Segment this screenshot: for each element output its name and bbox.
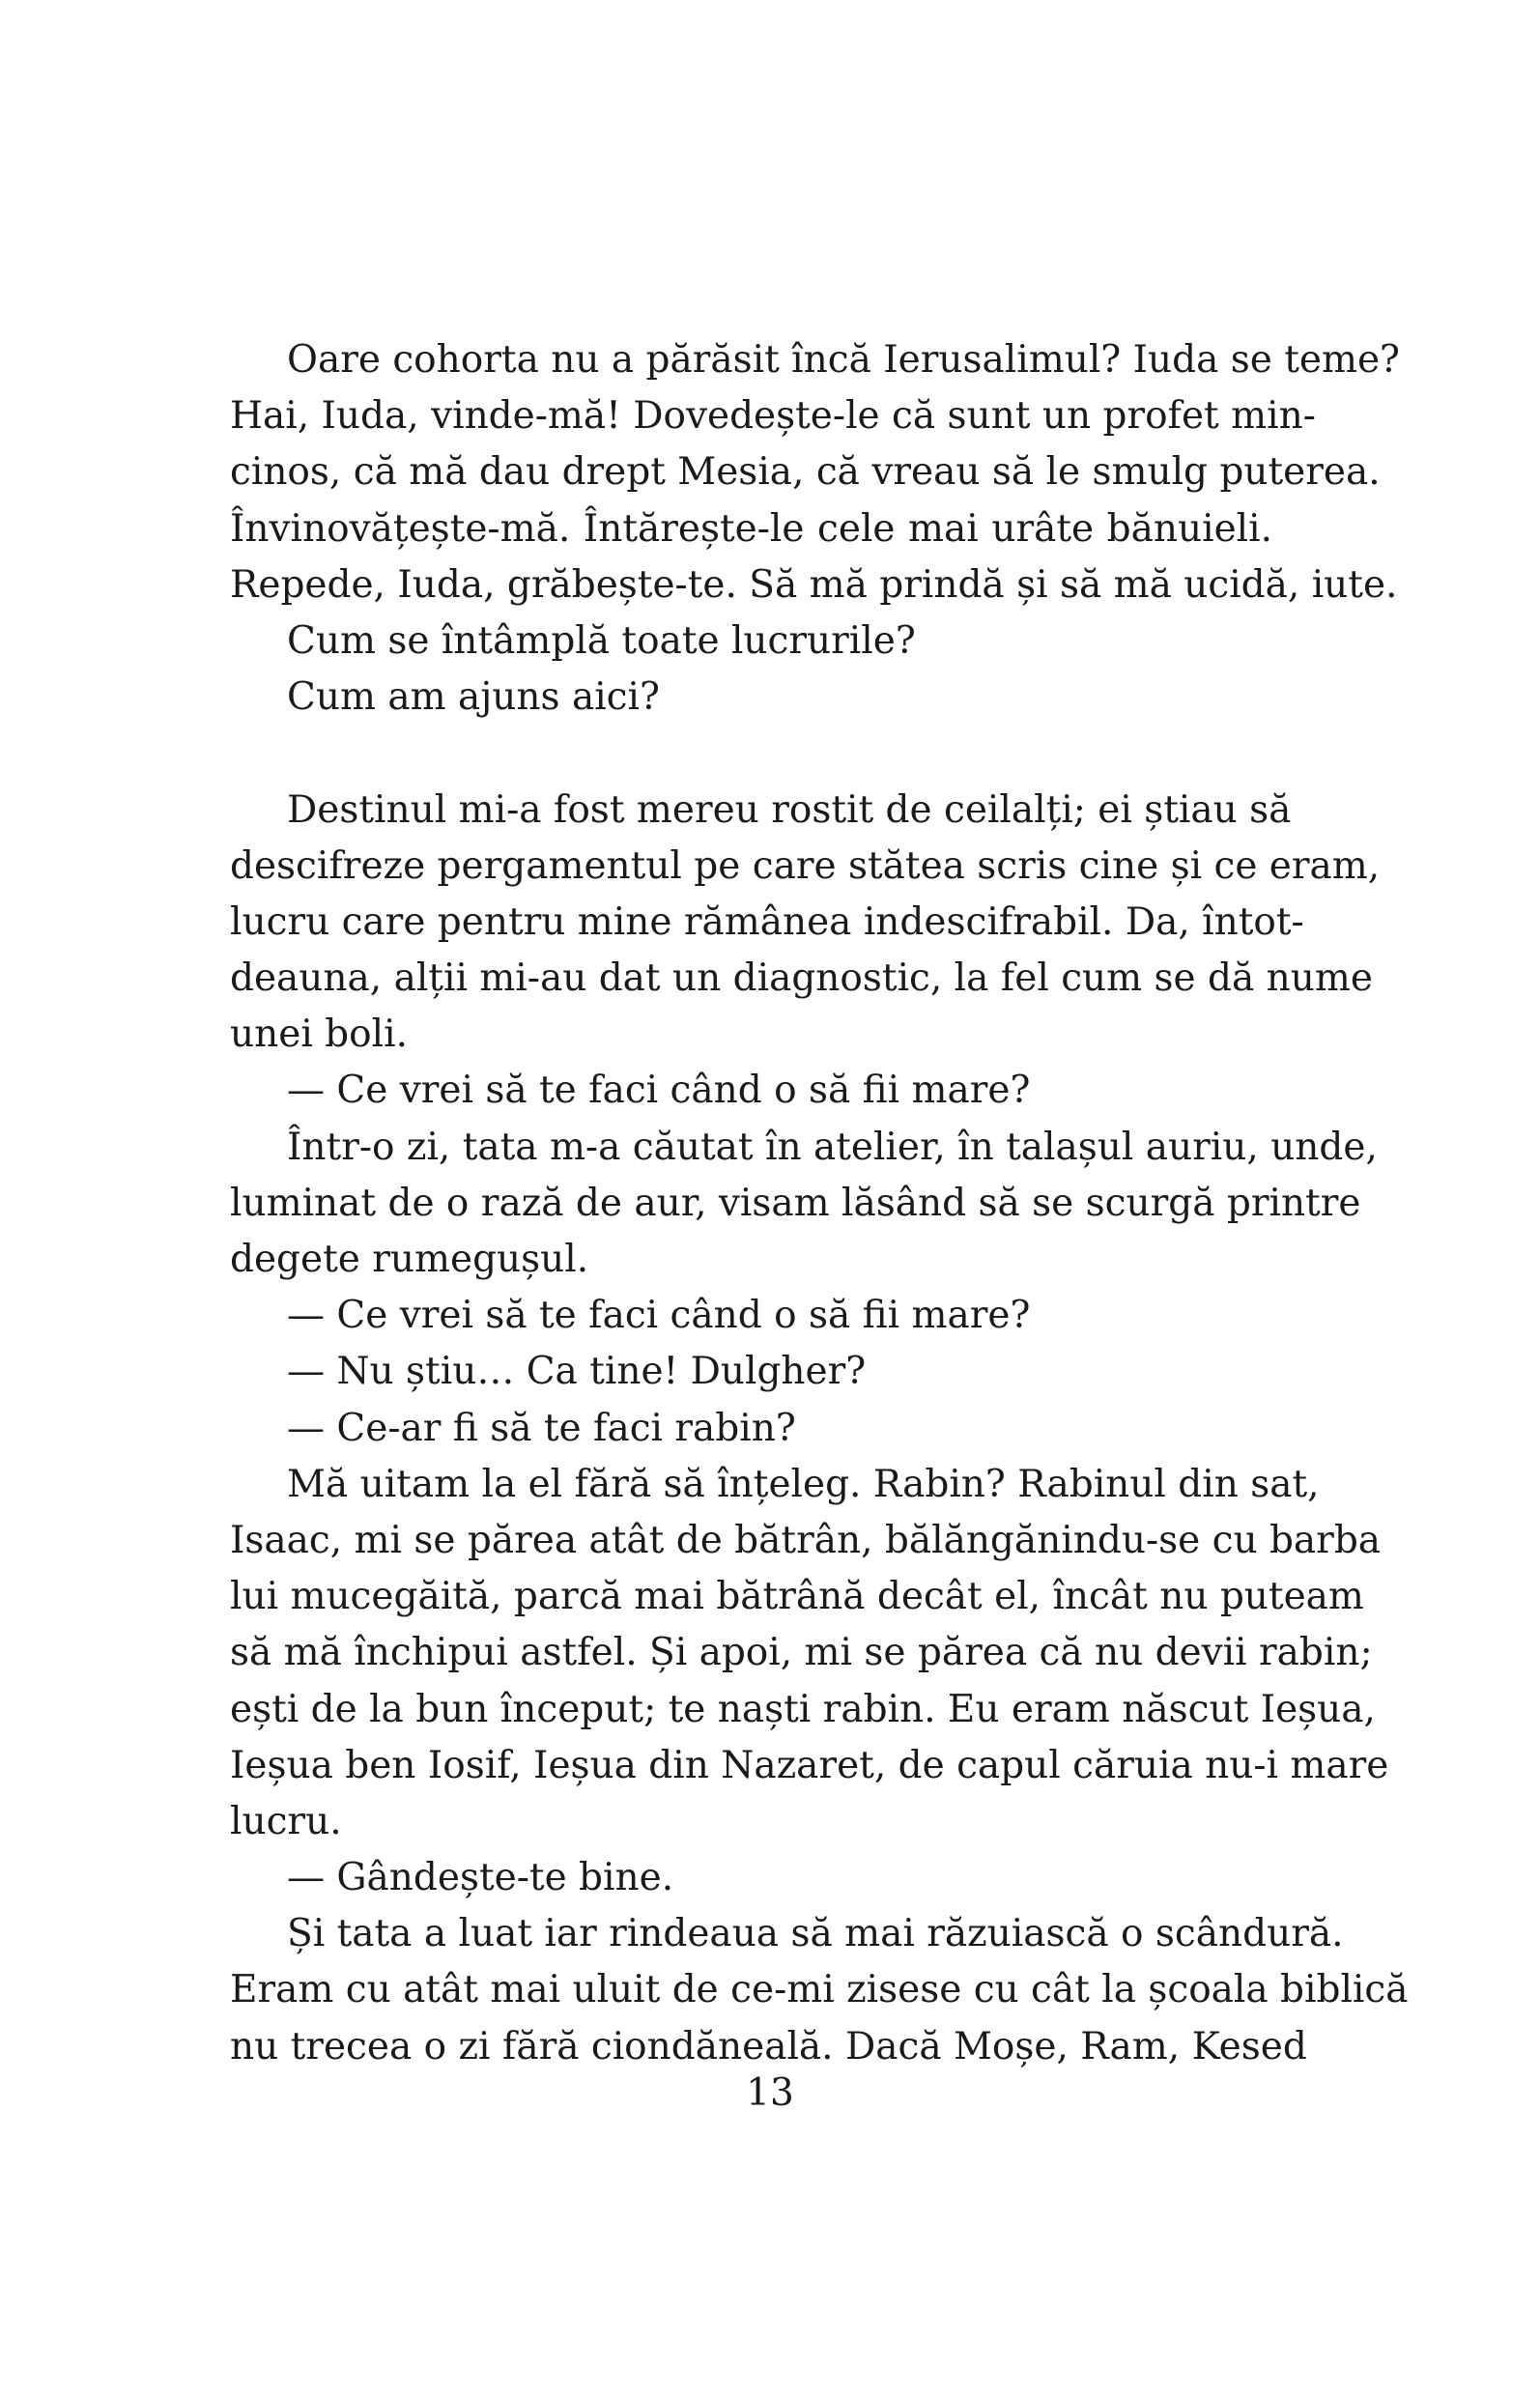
- text-line: Destinul mi-a fost mereu rostit de ceilalți; ei știau să: [287, 787, 1292, 832]
- text-line: luminat de o rază de aur, visam lăsând să se scurgă printre: [230, 1181, 1361, 1225]
- dialogue-line: — Gândește-te bine.: [287, 1856, 674, 1900]
- text-line: Repede, Iuda, grăbește-te. Să mă prindă și să mă ucidă, iute.: [230, 562, 1398, 607]
- text-line: să mă închipui astfel. Și apoi, mi se părea că nu devii rabin;: [230, 1631, 1373, 1675]
- text-line: lui mucegăită, parcă mai bătrână decât el, încât nu puteam: [230, 1575, 1364, 1619]
- dialogue-line: — Nu știu… Ca tine! Dulgher?: [287, 1350, 867, 1394]
- text-line: Ieșua ben Iosif, Ieșua din Nazaret, de capul căruia nu-i mare: [230, 1743, 1389, 1787]
- text-line: cinos, că mă dau drept Mesia, că vreau să le smulg puterea.: [230, 450, 1381, 495]
- text-line: descifreze pergamentul pe care stătea scris cine și ce eram,: [230, 843, 1381, 888]
- text-line: degete rumegușul.: [230, 1238, 589, 1281]
- text-line: Cum am ajuns aici?: [287, 675, 660, 720]
- text-line: Eram cu atât mai uluit de ce-mi zisese cu cât la școala biblică: [230, 1968, 1409, 2012]
- page-number: 13: [746, 2071, 794, 2115]
- text-line: nu trecea o zi fără ciondăneală. Dacă Moșe, Ram, Kesed: [230, 2024, 1307, 2068]
- section-break: [230, 726, 1272, 782]
- dialogue-line: — Ce-ar fi să te faci rabin?: [287, 1406, 796, 1450]
- text-line: lucru.: [230, 1799, 342, 1843]
- text-line: Învinovățește-mă. Întărește-le cele mai urâte bănuieli.: [230, 506, 1272, 551]
- text-line: lucru care pentru mine rămânea indescifrabil. Da, întot-: [230, 899, 1304, 944]
- text-line: Mă uitam la el fără să înțeleg. Rabin? Rabinul din sat,: [287, 1462, 1320, 1506]
- text-line: Într-o zi, tata m-a căutat în atelier, în talașul auriu, unde,: [287, 1125, 1378, 1169]
- text-line: ești de la bun început; te naști rabin. Eu eram născut Ieșua,: [230, 1687, 1376, 1731]
- text-line: Isaac, mi se părea atât de bătrân, bălăngănindu-se cu barba: [230, 1518, 1382, 1562]
- text-line: Și tata a luat iar rindeaua să mai răzuiască o scândură.: [287, 1912, 1344, 1956]
- dialogue-line: — Ce vrei să te faci când o să fii mare?: [287, 1069, 1031, 1113]
- text-line: Cum se întâmplă toate lucrurile?: [287, 618, 916, 663]
- text-line: Oare cohorta nu a părăsit încă Ierusalimul? Iuda se teme?: [287, 338, 1400, 382]
- text-line: Hai, Iuda, vinde-mă! Dovedește-le că sunt un profet min-: [230, 394, 1316, 439]
- dialogue-line: — Ce vrei să te faci când o să fii mare?: [287, 1294, 1031, 1338]
- text-line: deauna, alții mi-au dat un diagnostic, la fel cum se dă nume: [230, 956, 1373, 1001]
- body-text: [230, 332, 1409, 2075]
- text-line: unei boli.: [230, 1013, 408, 1057]
